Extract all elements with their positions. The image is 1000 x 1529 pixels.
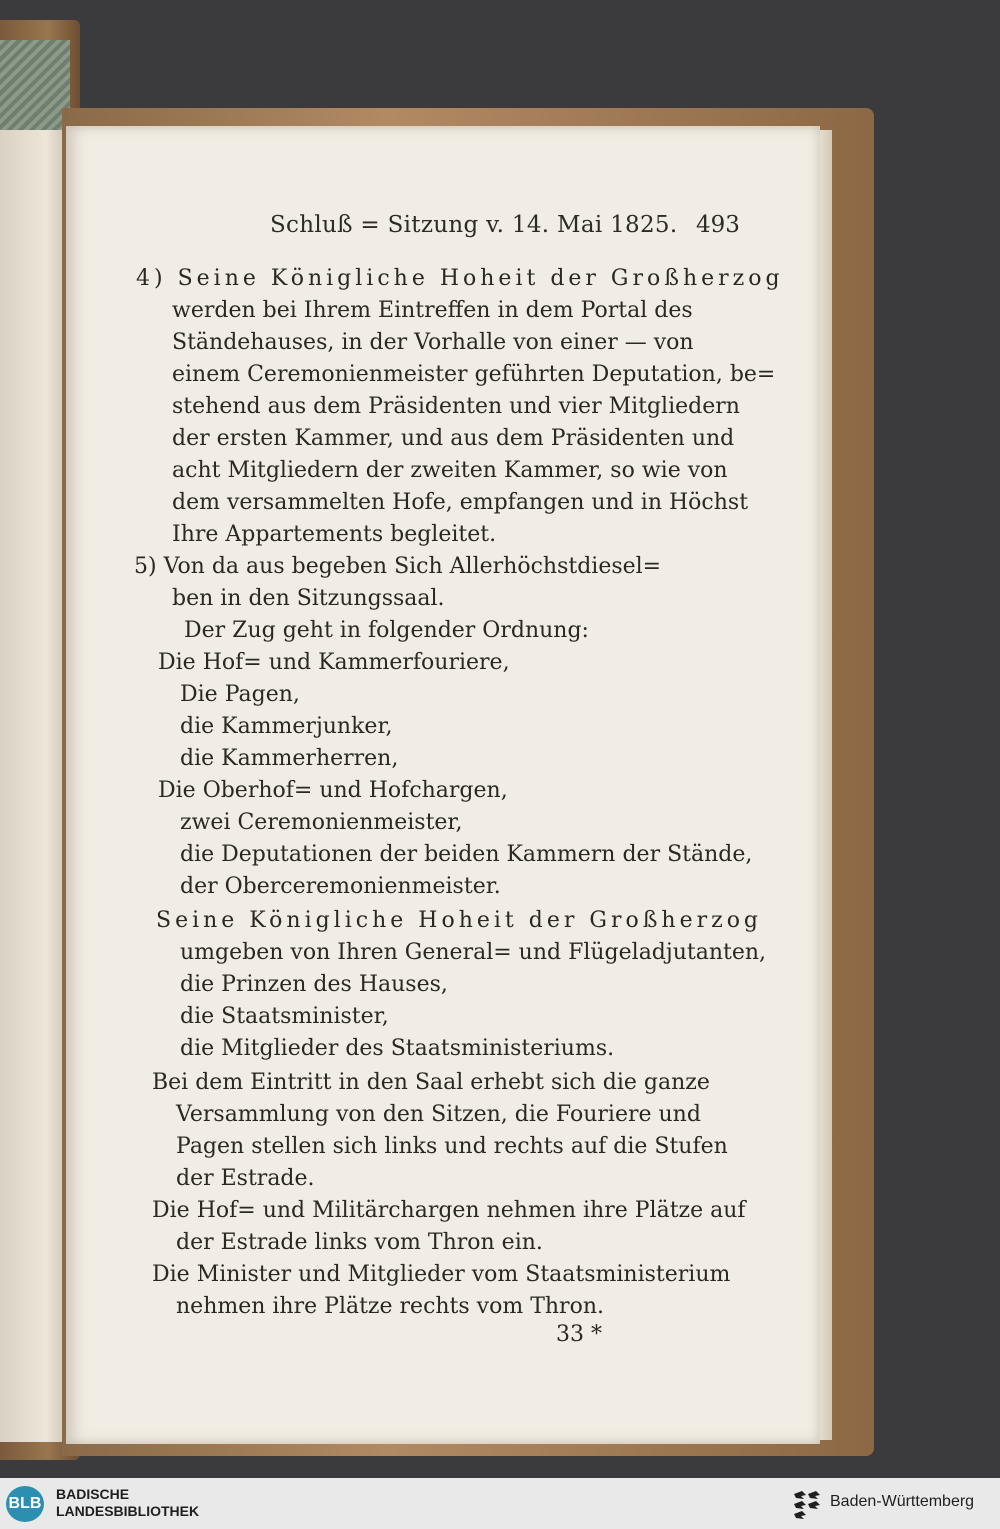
left-page-edge	[0, 112, 66, 1442]
text-line: die Prinzen des Hauses,	[180, 972, 448, 997]
text-line: einem Ceremonienmeister geführten Deputation, be=	[172, 362, 776, 387]
text-line: Der Zug geht in folgender Ordnung:	[184, 618, 589, 643]
text-line: die Kammerherren,	[180, 746, 399, 771]
text-line: Die Hof= und Militärchargen nehmen ihre Plätze auf	[152, 1198, 746, 1223]
library-name-line2: LANDESBIBLIOTHEK	[56, 1503, 200, 1519]
signature-mark: 33 *	[556, 1322, 602, 1347]
page-edge	[820, 130, 832, 1440]
text-line: Ihre Appartements begleitet.	[172, 522, 497, 547]
text-line: der ersten Kammer, und aus dem Präsidenten und	[172, 426, 735, 451]
text-line: Die Pagen,	[180, 682, 300, 707]
text-line: die Deputationen der beiden Kammern der Stände,	[180, 842, 753, 867]
text-line: Die Hof= und Kammerfouriere,	[158, 650, 510, 675]
page-number: 493	[696, 212, 740, 238]
footer-bar	[0, 1478, 1000, 1529]
text-line: der Oberceremonienmeister.	[180, 874, 501, 899]
text-line: Versammlung von den Sitzen, die Fouriere und	[176, 1102, 701, 1127]
text-line: Bei dem Eintritt in den Saal erhebt sich die ganze	[152, 1070, 710, 1095]
running-header: Schluß = Sitzung v. 14. Mai 1825.	[270, 212, 678, 238]
text-line: die Staatsminister,	[180, 1004, 389, 1029]
text-line: zwei Ceremonienmeister,	[180, 810, 463, 835]
baden-wuerttemberg-lions-icon[interactable]	[790, 1488, 822, 1520]
text-line: Die Minister und Mitglieder vom Staatsministerium	[152, 1262, 731, 1287]
text-line: dem versammelten Hofe, empfangen und in Höchst	[172, 490, 749, 515]
text-line: Die Oberhof= und Hofchargen,	[158, 778, 508, 803]
text-line: Pagen stellen sich links und rechts auf die Stufen	[176, 1134, 728, 1159]
library-name-line1: BADISCHE	[56, 1486, 130, 1502]
blb-logo[interactable]: BLB	[6, 1486, 44, 1522]
text-line: die Kammerjunker,	[180, 714, 393, 739]
library-name[interactable]	[56, 1486, 199, 1520]
text-line: nehmen ihre Plätze rechts vom Thron.	[176, 1294, 604, 1319]
text-line: acht Mitgliedern der zweiten Kammer, so wie von	[172, 458, 728, 483]
text-line: der Estrade links vom Thron ein.	[176, 1230, 543, 1255]
text-line: werden bei Ihrem Eintreffen in dem Portal des	[172, 298, 693, 323]
text-line: umgeben von Ihren General= und Flügeladjutanten,	[180, 940, 767, 965]
text-line: ben in den Sitzungssaal.	[172, 586, 445, 611]
state-name[interactable]: Baden-Württemberg	[830, 1493, 975, 1510]
text-line: 5) Von da aus begeben Sich Allerhöchstdiesel=	[134, 554, 662, 579]
text-line: stehend aus dem Präsidenten und vier Mitgliedern	[172, 394, 740, 419]
text-line: die Mitglieder des Staatsministeriums.	[180, 1036, 615, 1061]
text-line: Ständehauses, in der Vorhalle von einer — von	[172, 330, 694, 355]
spine-cloth	[0, 40, 70, 130]
text-line: 4) Seine Königliche Hoheit der Großherzog	[136, 266, 784, 291]
text-line: der Estrade.	[176, 1166, 315, 1191]
text-line: Seine Königliche Hoheit der Großherzog	[156, 908, 763, 933]
